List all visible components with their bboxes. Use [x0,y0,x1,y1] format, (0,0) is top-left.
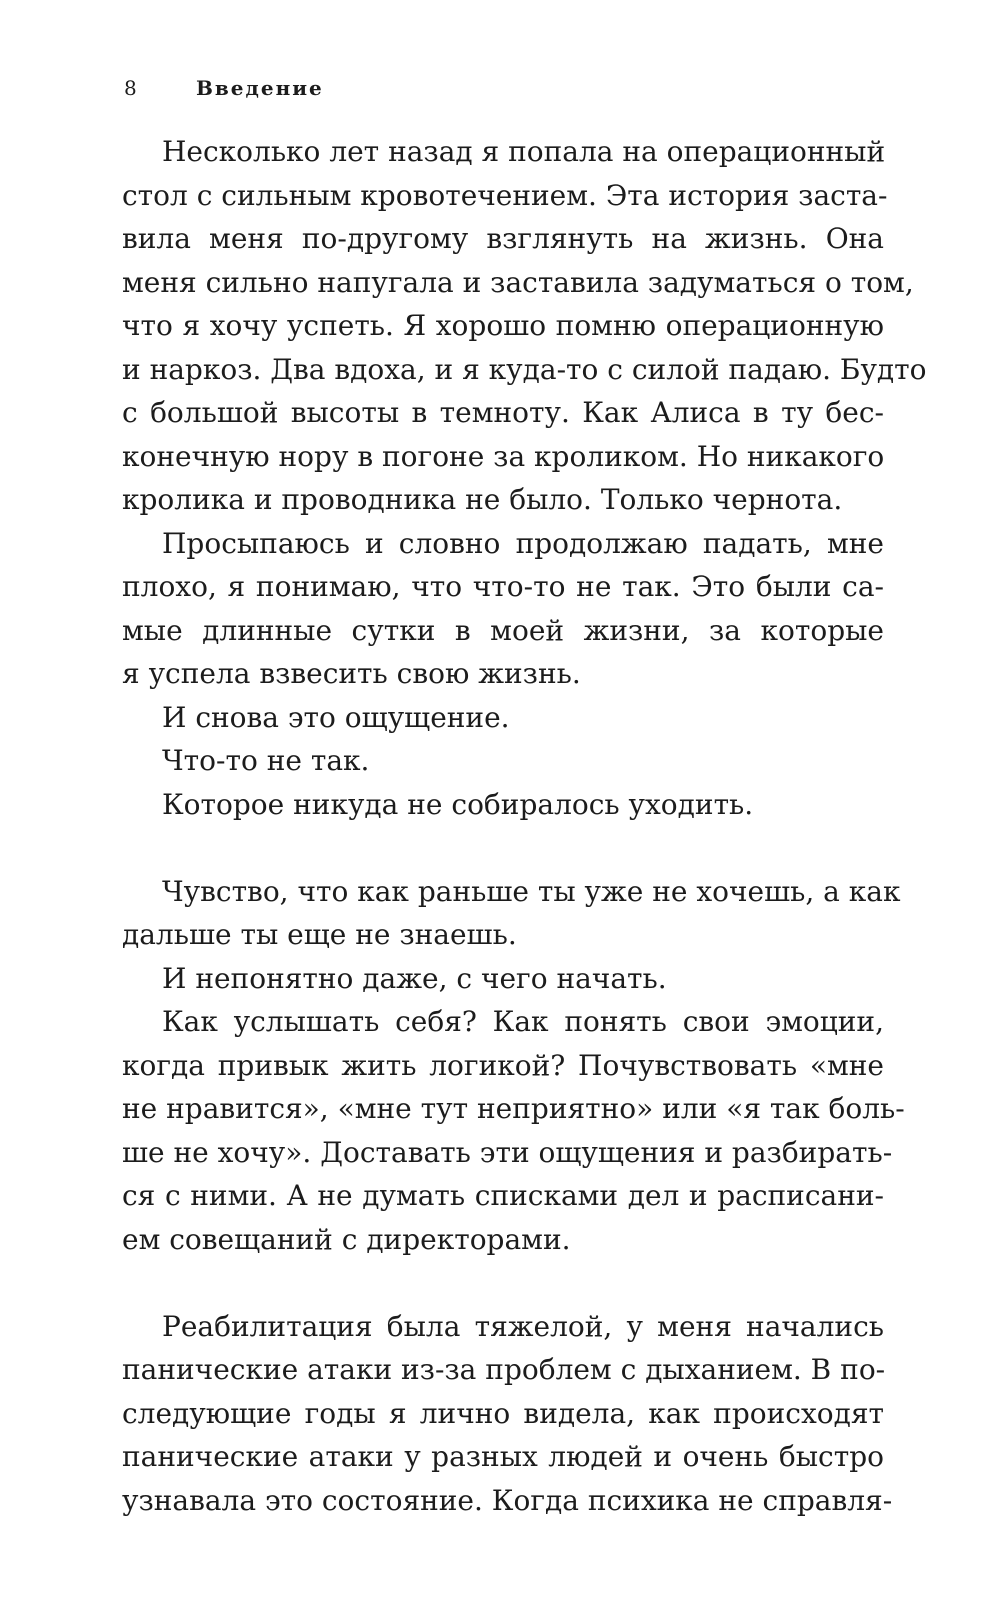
text-line: дальше ты еще не знаешь. [122,918,517,951]
text-line: узнавала это состояние. Когда психика не справля- [122,1483,893,1517]
text-line: плохо, я понимаю, что что-то не так. Это были са- [122,570,884,603]
text-line: Несколько лет назад я попала на операционный [162,135,886,168]
text-line: Которое никуда не собиралось уходить. [162,787,754,821]
text-line: Просыпаюсь и словно продолжаю падать, мне [162,526,884,560]
text-line: я успела взвесить свою жизнь. [122,657,581,690]
text-line: ся с ними. А не думать списками дел и расписани- [122,1179,884,1212]
body-text [122,130,927,1522]
text-line: следующие годы я лично видела, как происходят [122,1396,884,1430]
page-header [124,76,324,100]
text-line: когда привык жить логикой? Почувствовать «мне [122,1048,884,1082]
text-line: конечную нору в погоне за кроликом. Но никакого [122,439,885,473]
text-line: стол с сильным кровотечением. Эта история заста- [122,178,888,212]
text-line: и наркоз. Два вдоха, и я куда-то с силой падаю. Будто [122,352,927,386]
text-line: мые длинные сутки в моей жизни, за которые [122,613,884,647]
paragraph-break [122,826,884,870]
text-line: вила меня по-другому взглянуть на жизнь. Она [122,222,884,255]
text-line: Чувство, что как раньше ты уже не хочешь, а как [162,874,901,908]
text-line: с большой высоты в темноту. Как Алиса в ту бес- [122,396,884,429]
text-line: что я хочу успеть. Я хорошо помню операционную [122,309,884,342]
text-line: Как услышать себя? Как понять свои эмоции, [162,1005,884,1038]
text-line: И снова это ощущение. [162,700,510,734]
text-line: ше не хочу». Доставать эти ощущения и разбирать- [122,1135,893,1169]
text-line: И непонятно даже, с чего начать. [162,961,667,995]
text-line: Реабилитация была тяжелой, у меня начались [162,1309,884,1343]
text-line: Что-то не так. [162,744,370,777]
paragraph-break [122,1261,884,1305]
text-line: меня сильно напугала и заставила задуматься о том, [122,265,914,299]
text-line: панические атаки из-за проблем с дыханием. В по- [122,1353,886,1386]
text-line: ем совещаний с директорами. [122,1222,571,1256]
text-line: не нравится», «мне тут неприятно» или «я так боль- [122,1092,905,1125]
text-line: кролика и проводника не было. Только чернота. [122,483,843,516]
page-number: 8 [124,76,137,100]
text-line: панические атаки у разных людей и очень быстро [122,1440,884,1473]
running-title: Введение [196,76,324,100]
